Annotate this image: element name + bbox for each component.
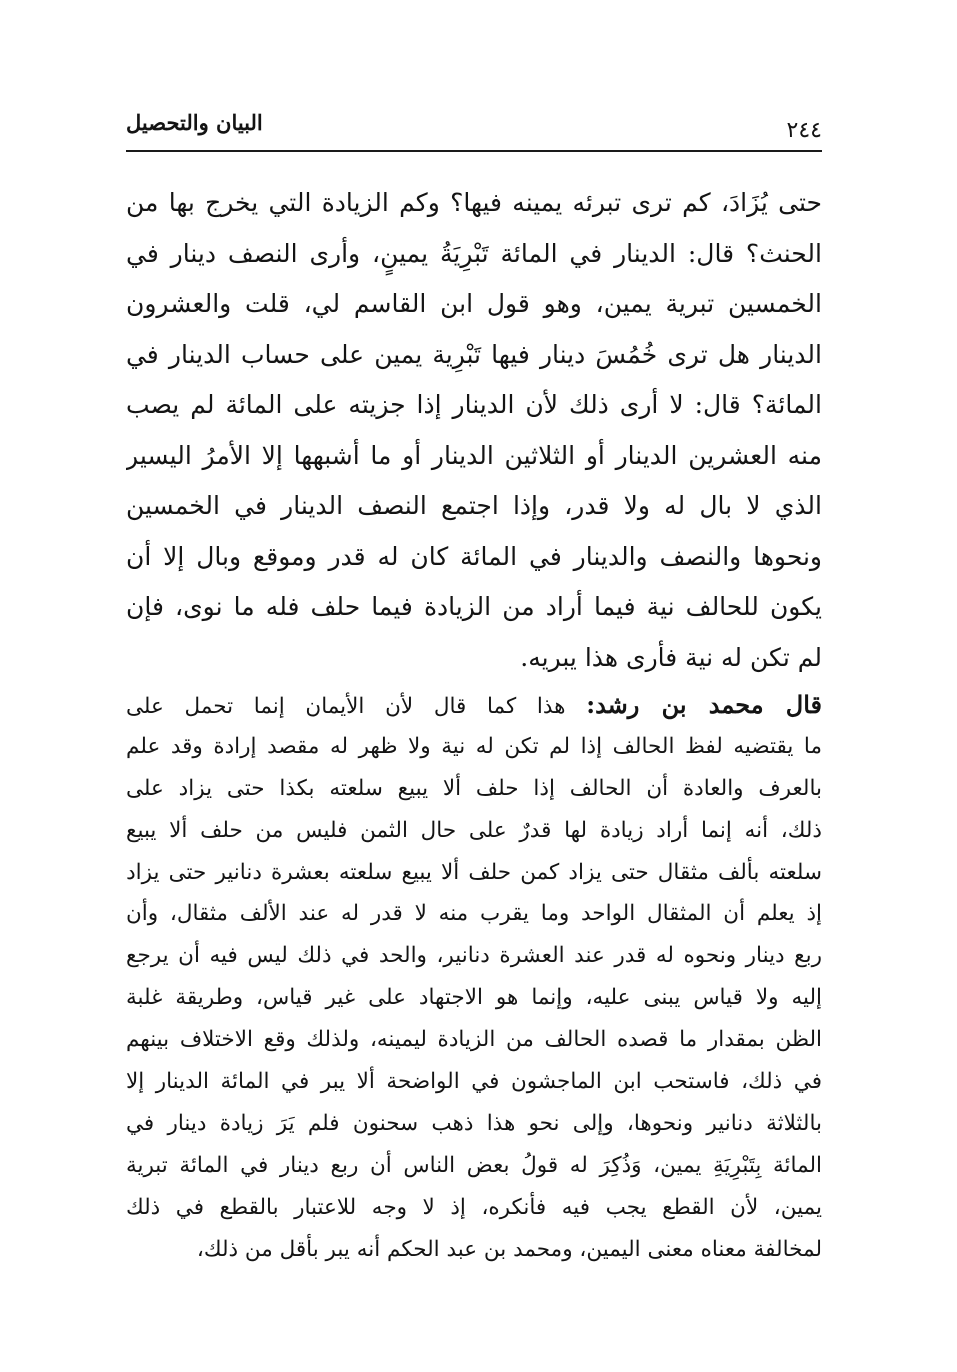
text-line: إليه ولا قياس يبنى عليه، وإنما هو الاجتهاد على غير قياس، وطريقة غلبة — [126, 985, 822, 1011]
text-line: الظن بمقدار ما قصده الحالف من الزيادة ليمينه، ولذلك وقع الاختلاف بينهم — [126, 1027, 822, 1053]
text-line: الحنث؟ قال: الدينار في المائة تَبْرِيَةُ يمينٍ، وأرى النصف دينار في — [126, 238, 822, 268]
commentary-paragraph — [126, 684, 822, 1270]
header-divider — [126, 150, 822, 152]
text-line: يكون للحالف نية فيما أراد من الزيادة فيما حلف فله ما نوى، فإن — [126, 592, 822, 621]
text-line: حتى يُزَادَ، كم ترى تبرئه يمينه فيها؟ وكم الزيادة التي يخرج بها من — [126, 188, 822, 217]
text-line: بالعرف والعادة أن الحالف إذا حلف ألا يبيع سلعته بكذا حتى يزاد على — [126, 775, 822, 801]
text-line: لم تكن له نية فأرى هذا يبريه. — [520, 642, 822, 672]
author-label: قال محمد بن رشد: — [586, 690, 822, 719]
commentary-first-line — [126, 684, 822, 726]
text-line: لمخالفة معناه معنى اليمين، ومحمد بن عبد الحكم أنه يبر بأقل من ذلك، — [196, 1236, 822, 1262]
text-line: ربع دينار ونحوه له قدر عند العشرة دنانير، والحد في ذلك ليس فيه أن يرجع — [126, 943, 822, 969]
text-line: يمين، لأن القطع يجب فيه فأنكره، إذ لا وجه للاعتبار بالقطع في ذلك — [126, 1194, 822, 1220]
text-line: ما يقتضيه لفظ الحالف إذا لم تكن له نية ولا ظهر له مقصد إرادة وقد علم — [126, 733, 822, 759]
page-header — [126, 108, 822, 156]
text-line: الدينار هل ترى خُمُسَ دينار فيها تَبْرِية يمين على حساب الدينار في — [126, 339, 822, 369]
text-line: منه العشرين الدينار أو الثلاثين الدينار أو ما أشبهها إلا الأمرُ اليسير — [126, 440, 822, 470]
text-line: ونحوها والنصف والدينار في المائة كان له قدر وموقع وبال إلا أن — [126, 541, 822, 571]
text-line: بالثلاثة دنانير ونحوها، وإلى نحو هذا ذهب سحنون فلم يَرَ زيادة دينار في — [126, 1110, 822, 1136]
page-number: ٢٤٤ — [786, 118, 822, 143]
running-title: البيان والتحصيل — [126, 110, 263, 135]
text-line: سلعته بألف مثقال حتى يزاد كمن حلف ألا يبيع سلعته بعشرة دنانير حتى يزاد — [126, 859, 822, 885]
text-line: في ذلك، فاستحب ابن الماجشون في الواضحة ألا يبر في المائة الدينار إلا — [126, 1069, 822, 1095]
text-line: الذي لا بال له ولا قدر، وإذا اجتمع النصف الدينار في الخمسين — [126, 491, 822, 520]
text-line: إذ يعلم أن المثقال الواحد وما يقرب منه لا قدر له عند الألف مثقال، وأن — [126, 901, 822, 927]
text-line: المائة بِتَبْرِيَةِ يمين، وَذُكِرَ له قولُ بعض الناس أن ربع دينار في المائة تبرية — [126, 1152, 822, 1178]
text-line: الخمسين تبرية يمين، وهو قول ابن القاسم لي، قلت والعشرون — [126, 289, 822, 318]
commentary-first-line-text: هذا كما قال لأن الأيمان إنما تحمل على — [126, 694, 566, 719]
question-paragraph — [126, 178, 822, 683]
text-line: ذلك، أنه إنما أراد زيادة لها قدرٌ على حال الثمن فليس من حلف ألا يبيع — [126, 817, 822, 843]
text-line: المائة؟ قال: لا أرى ذلك لأن الدينار إذا جزيته على المائة لم يصب — [126, 390, 822, 419]
